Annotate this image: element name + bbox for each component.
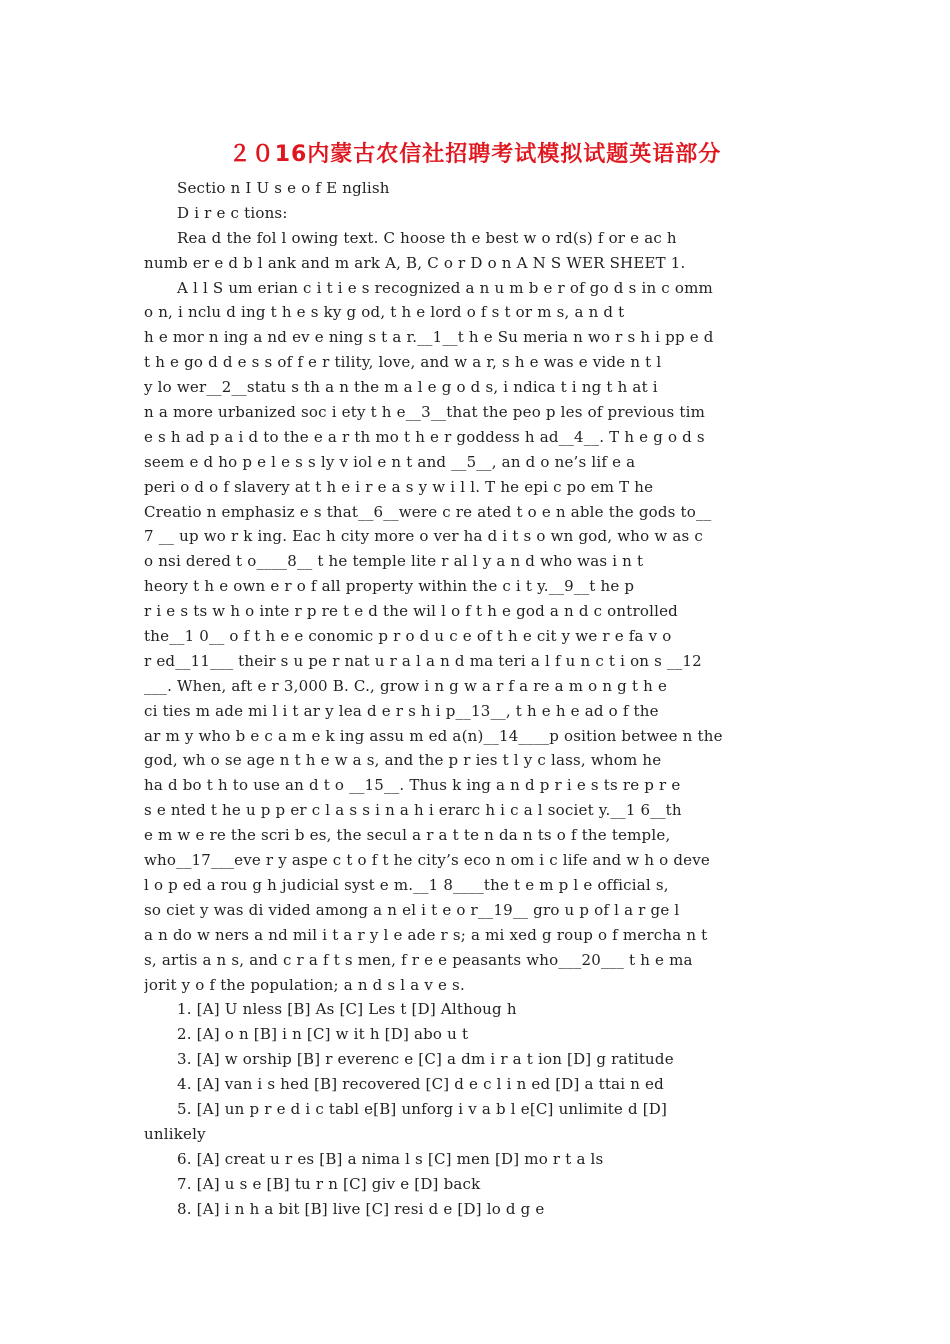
option-line: unlikely — [144, 1124, 206, 1143]
directions-line: Rea d the fol l owing text. C hoose th e best w o rd(s) f or e ac h — [177, 228, 677, 247]
passage-line: jorit y o f the population; a n d s l a v e s. — [144, 975, 465, 994]
passage-line: s e nted t he u p p er c l a s s i n a h i erarc h i c a l societ y.__1 6__th — [144, 801, 682, 820]
option-line: 3. [A] w orship [B] r everenc e [C] a dm i r a t ion [D] g ratitude — [177, 1050, 674, 1069]
passage-line: r ed__11___ their s u pe r nat u r a l a n d ma teri a l f u n c t i on s __12 — [144, 651, 702, 670]
passage-line: A l l S um erian c i t i e s recognized a n u m b e r of go d s in c omm — [177, 278, 713, 297]
passage-line: ha d bo t h to use an d t o __15__. Thus k ing a n d p r i e s ts re p r e — [144, 776, 681, 795]
section-heading: Sectio n Ⅰ U s e o f E nglish — [177, 179, 390, 197]
option-line: 7. [A] u s e [B] tu r n [C] giv e [D] back — [177, 1174, 481, 1193]
option-line: 4. [A] van i s hed [B] recovered [C] d e c l i n ed [D] a ttai n ed — [177, 1075, 664, 1094]
option-line: 8. [A] i n h a bit [B] live [C] resi d e [D] lo d g e — [177, 1199, 545, 1218]
option-line: 2. [A] o n [B] i n [C] w it h [D] abo u t — [177, 1025, 469, 1044]
passage-line: y lo wer__2__statu s th a n the m a l e g o d s, i ndica t i ng t h at i — [144, 378, 658, 397]
passage-line: t h e go d d e s s of f e r tility, love, and w a r, s h e was e vide n t l — [144, 353, 662, 372]
passage-line: peri o d o f slavery at t h e i r e a s y w i l l. T he epi c po em T he — [144, 477, 654, 496]
directions-label: D i r e c tions: — [177, 203, 288, 222]
passage-line: ___. When, aft e r 3,000 B. C., grow i n g w a r f a re a m o n g t h e — [144, 676, 668, 695]
passage-line: Creatio n emphasiz e s that__6__were c re ated t o e n able the gods to__ — [144, 502, 712, 521]
passage-line: heory t h e own e r o f all property within the c i t y.__9__t he p — [144, 577, 635, 596]
passage-line: n a more urbanized soc i ety t h e__3__that the peo p les of previous tim — [144, 403, 706, 422]
passage-line: s, artis a n s, and c r a f t s men, f r e e peasants who___20___ t h e ma — [144, 950, 693, 969]
passage-line: who__17___eve r y aspe c t o f t he city’s eco n om i c life and w h o deve — [144, 851, 710, 870]
option-line: 5. [A] un p r e d i c tabl e[B] unforg i v a b l e[C] unlimite d [D] — [177, 1099, 668, 1118]
option-line: 6. [A] creat u r es [B] a nima l s [C] men [D] mo r t a ls — [177, 1149, 604, 1168]
passage-line: ar m y who b e c a m e k ing assu m ed a(n)__14____p osition betwee n the — [144, 726, 723, 745]
passage-line: e s h ad p a i d to the e a r th mo t h e r goddess h ad__4__. T h e g o d s — [144, 427, 705, 446]
passage-line: o nsi dered t o____8__ t he temple lite r al l y a n d who was i n t — [144, 552, 644, 571]
directions-line: numb er e d b l ank and m ark A, B, C o r D o n A N S WER SHEET 1. — [144, 253, 686, 272]
page-title: ２０16内蒙古农信社招聘考试模拟试题英语部分 — [228, 142, 722, 167]
passage-line: ci ties m ade mi l i t ar y lea d e r s h i p__13__, t h e h e ad o f the — [144, 701, 659, 720]
passage-line: god, wh o se age n t h e w a s, and the p r ies t l y c lass, whom he — [144, 751, 662, 770]
passage-line: 7 __ up wo r k ing. Eac h city more o ver ha d i t s o wn god, who w as c — [144, 527, 703, 546]
passage-line: r i e s ts w h o inte r p re t e d the wil l o f t h e god a n d c ontrolled — [144, 602, 678, 621]
passage-line: so ciet y was di vided among a n el i t e o r__19__ gro u p of l a r ge l — [144, 900, 680, 919]
passage-line: o n, i nclu d ing t h e s ky g od, t h e lord o f s t or m s, a n d t — [144, 303, 625, 322]
option-line: 1. [A] U nless [B] As [C] Les t [D] Althoug h — [177, 1000, 517, 1019]
passage-line: a n do w ners a nd mil i t a r y l e ade r s; a mi xed g roup o f mercha n t — [144, 925, 708, 944]
passage-line: l o p ed a rou g h judicial syst e m.__1 8____the t e m p l e official s, — [144, 875, 669, 894]
passage-line: e m w e re the scri b es, the secul a r a t te n da n ts o f the temple, — [144, 826, 671, 845]
passage-line: seem e d ho p e l e s s ly v iol e n t and __5__, an d o ne’s lif e a — [144, 452, 636, 471]
passage-line: h e mor n ing a nd ev e ning s t a r.__1__t h e Su meria n wo r s h i pp e d — [144, 328, 714, 347]
passage-line: the__1 0__ o f t h e e conomic p r o d u c e of t h e cit y we r e fa v o — [144, 627, 672, 646]
document-body — [144, 176, 808, 1221]
